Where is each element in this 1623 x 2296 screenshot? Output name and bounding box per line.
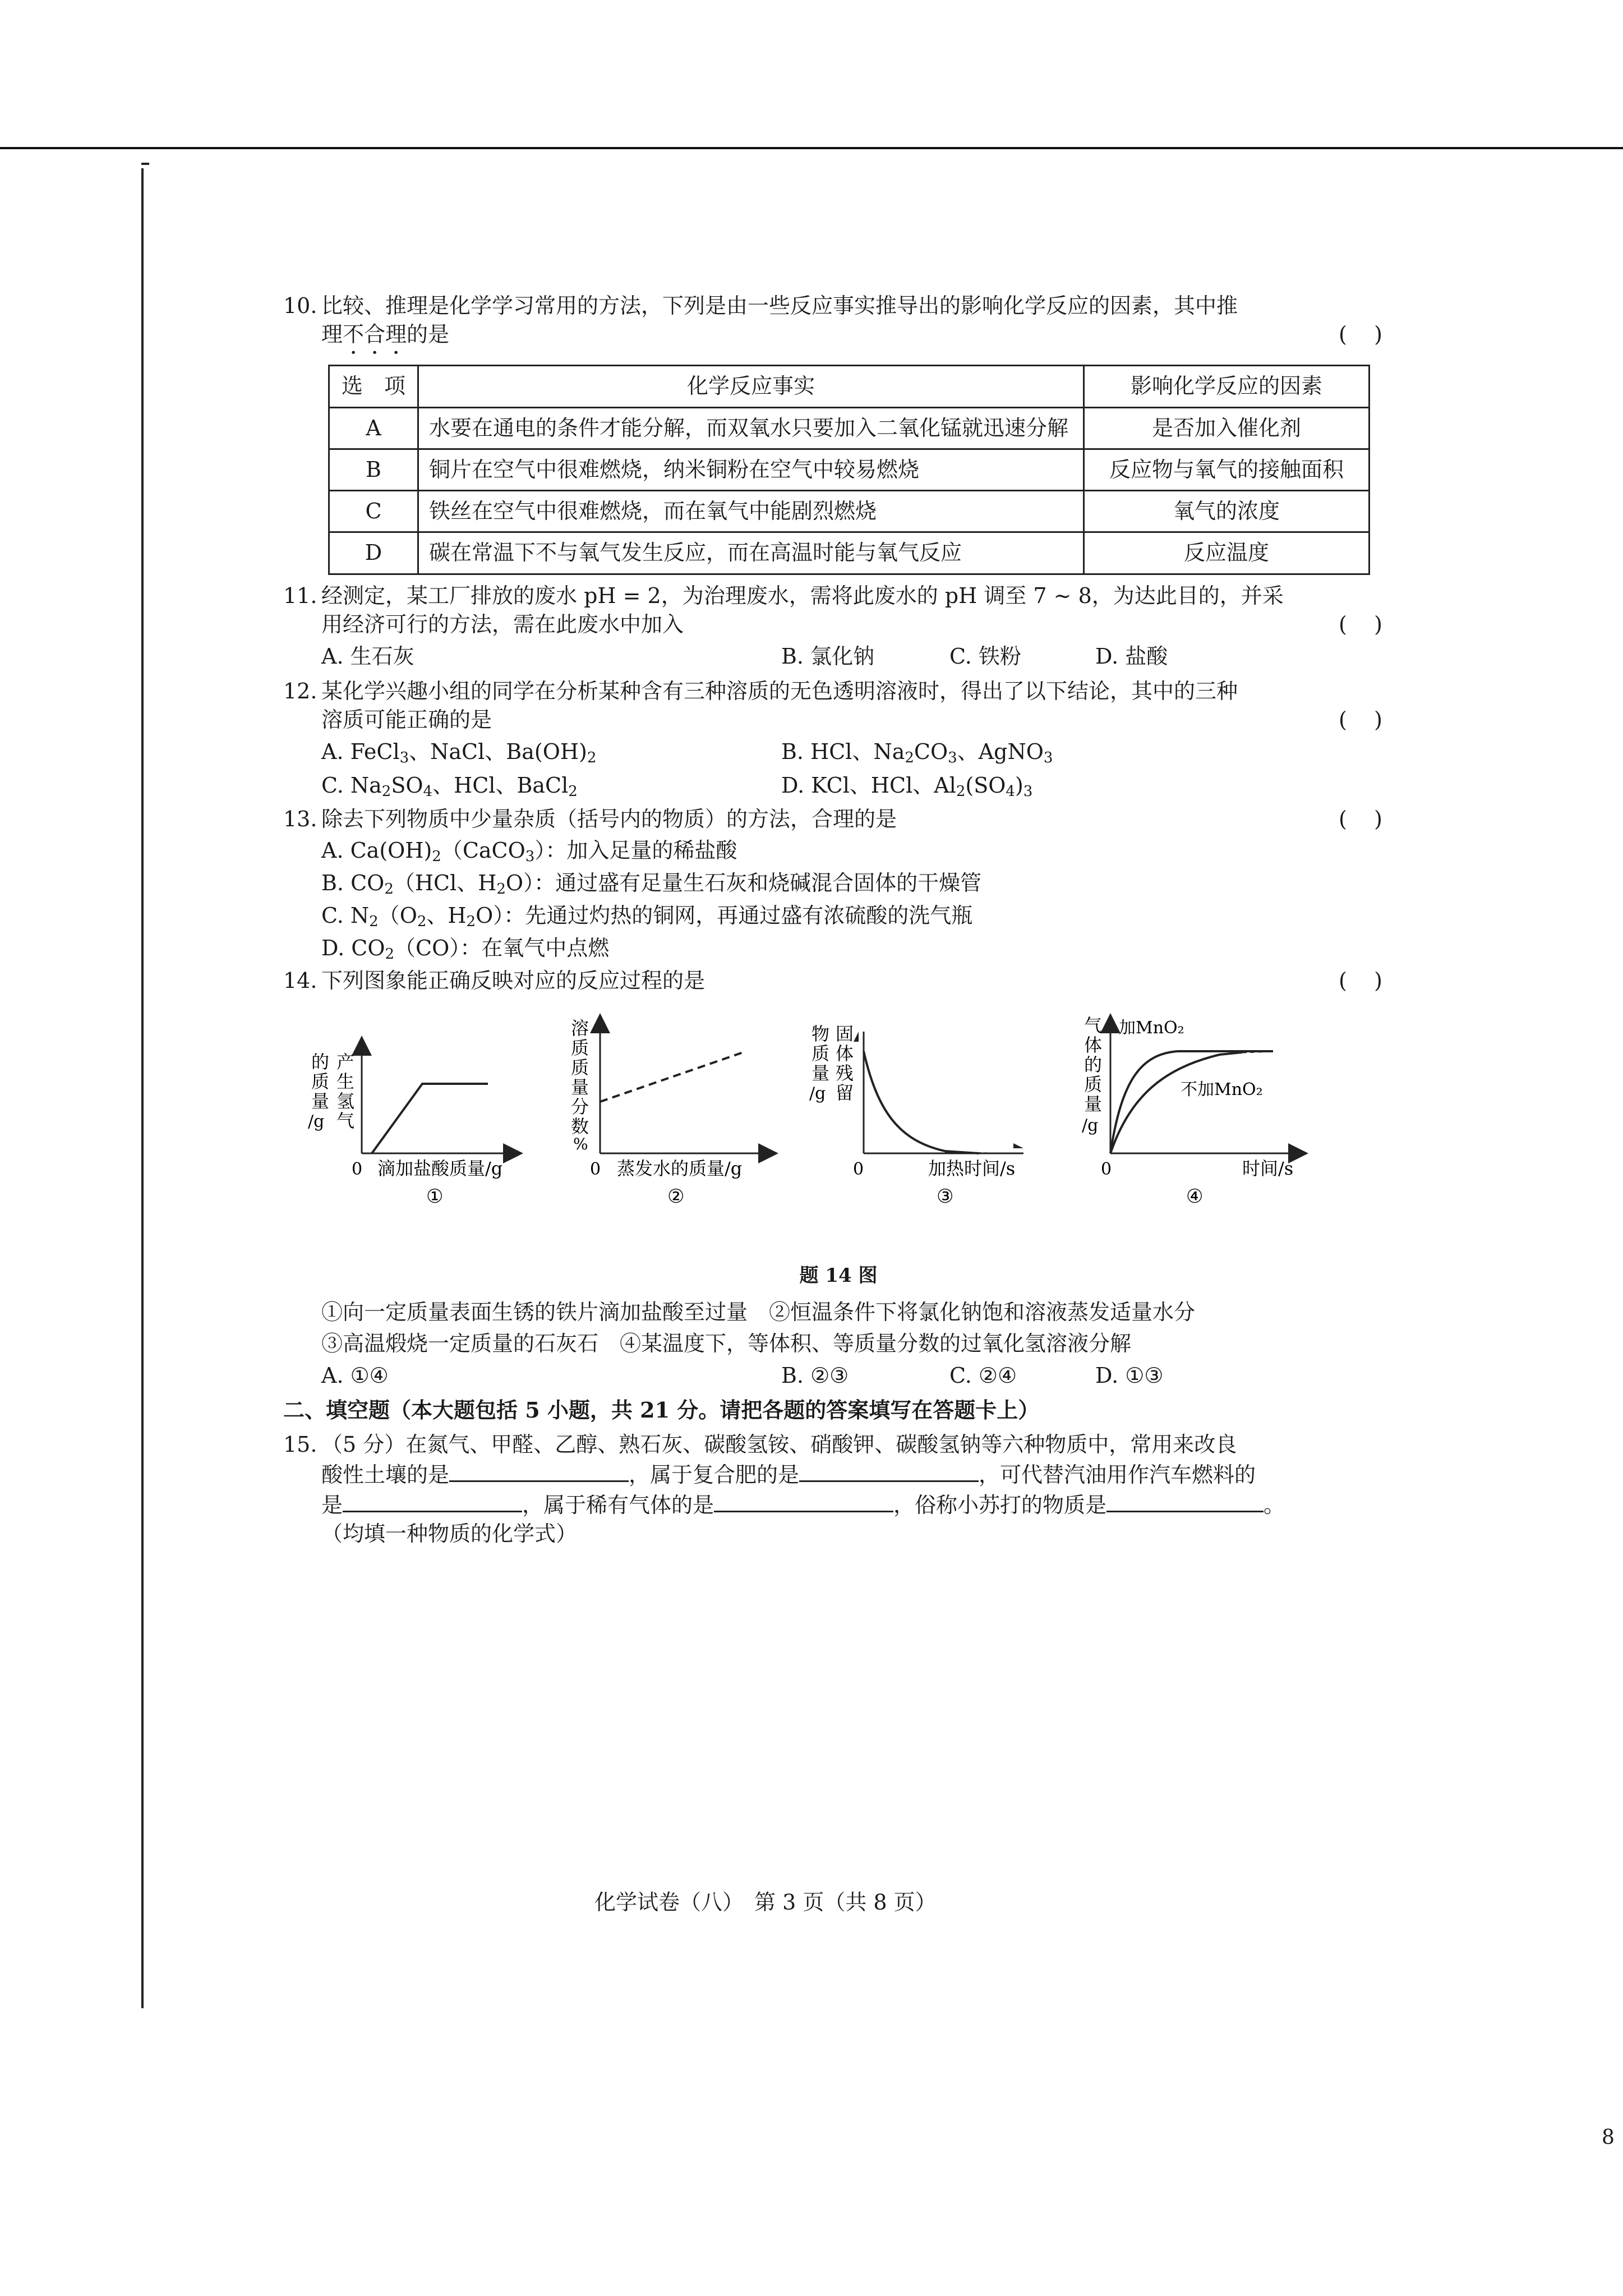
side-border-line — [141, 168, 144, 2008]
option-list — [283, 1361, 1394, 1390]
origin-label: 0 — [1101, 1159, 1112, 1180]
axis-label-char: 氢 — [336, 1091, 355, 1112]
option-a: A. 生石灰 — [321, 644, 414, 669]
table-cell: D — [329, 532, 418, 574]
curve-with-catalyst — [1110, 1051, 1273, 1153]
curve — [864, 1051, 979, 1153]
question-14 — [283, 967, 1394, 1390]
graph-4 — [1074, 1006, 1332, 1259]
option-a: A. ①④ — [321, 1363, 389, 1388]
answer-blank[interactable] — [1106, 1489, 1264, 1512]
page-footer: 化学试卷（八） 第 3 页（共 8 页） — [594, 1890, 937, 1915]
side-border-tick — [141, 163, 149, 165]
question-text-continued: 用经济可行的方法，需在此废水中加入 ( ) — [283, 610, 1394, 639]
answer-blank[interactable] — [799, 1459, 979, 1482]
table-cell: 是否加入催化剂 — [1084, 407, 1370, 449]
emphasized-text: 不合理 — [343, 322, 407, 347]
option-a: A. FeCl$_3$、NaCl、$Ba(OH)_2$ — [321, 739, 597, 767]
axis-label-char: 物 — [811, 1023, 830, 1045]
axis-label-char: 的 — [311, 1051, 330, 1073]
axis-label-char: 量 — [811, 1062, 830, 1084]
question-13 — [283, 805, 1394, 964]
question-text-continued: 是 ，属于稀有气体的是 ，俗称小苏打的物质是 。 — [283, 1489, 1394, 1520]
axis-label-char: 生 — [336, 1071, 355, 1093]
axis-label-char: 量 — [311, 1091, 330, 1112]
option-b: B. ②③ — [781, 1363, 849, 1388]
table-cell: A — [329, 407, 418, 449]
section-title: 二、填空题（本大题包括 5 小题，共 21 分。请把各题的答案填写在答题卡上） — [283, 1397, 1040, 1423]
axis-label-char: 体 — [1084, 1034, 1103, 1056]
option-d: D. $CO_2(CO)$：在氧气中点燃 — [321, 936, 610, 963]
table-cell: 反应物与氧气的接触面积 — [1084, 449, 1370, 490]
option-row — [283, 738, 1394, 768]
question-text: 除去下列物质中少量杂质（括号内的物质）的方法，合理的是 — [321, 807, 897, 832]
graph-caption: ① — [426, 1185, 444, 1208]
axis-label-char: /g — [308, 1112, 325, 1132]
table-header: 化学反应事实 — [418, 366, 1084, 407]
axis-label-char: % — [573, 1135, 588, 1154]
axis-label-char: 产 — [336, 1051, 355, 1073]
answer-bracket: ( ) — [1339, 612, 1382, 637]
origin-label: 0 — [352, 1159, 363, 1180]
question-number: 11. — [283, 583, 317, 608]
axis-label-char: 质 — [811, 1043, 830, 1065]
option-d: D. ①③ — [1095, 1363, 1164, 1388]
curve-without-catalyst — [1110, 1052, 1242, 1153]
table-header: 选 项 — [329, 366, 418, 407]
answer-blank[interactable] — [714, 1489, 893, 1512]
table-cell: 氧气的浓度 — [1084, 491, 1370, 532]
option-c: C. ②④ — [949, 1363, 1017, 1388]
figure-caption: 题 14 图 — [799, 1264, 878, 1287]
axis-label-char: 质 — [1084, 1074, 1103, 1096]
question-text-continued: 理不合理的是 ( ) — [283, 320, 1394, 359]
question-number: 10. — [283, 293, 317, 318]
axis-label-char: 固 — [836, 1023, 854, 1045]
table-cell: C — [329, 491, 418, 532]
axis-label-char: 气 — [1084, 1015, 1103, 1037]
x-axis-label: 蒸发水的质量/g — [617, 1158, 743, 1180]
axis-label-char: 残 — [836, 1062, 854, 1084]
graph-1 — [306, 1006, 541, 1259]
option-b: B. $CO_2(HCl$、$H_2O$）：通过盛有足量生石灰和烧碱混合固体的干燥管 — [321, 870, 982, 898]
option-c: C. $Na_2SO_4$、HCl、BaCl$_2$ — [321, 773, 578, 800]
option-d: D. KCl、HCl、$Al_2(SO_4)_3$ — [781, 773, 1033, 800]
answer-blank[interactable] — [449, 1459, 629, 1482]
graph-caption: ④ — [1186, 1185, 1204, 1208]
q14-graphs — [306, 1006, 1394, 1259]
table-header: 影响化学反应的因素 — [1084, 366, 1370, 407]
question-text: 比较、推理是化学学习常用的方法，下列是由一些反应事实推导出的影响化学反应的因素，其中推 — [321, 293, 1238, 318]
page-number: 8 — [1602, 2126, 1615, 2149]
curve-label: 不加MnO₂ — [1181, 1080, 1263, 1100]
graph-caption: ③ — [937, 1185, 954, 1208]
axis-label-char: 的 — [1084, 1054, 1103, 1076]
axis-label-char: 留 — [836, 1082, 854, 1104]
axis-label-char: /g — [809, 1084, 826, 1104]
option-b: B. HCl、$Na_2CO_3$、AgNO$_3$ — [781, 739, 1053, 767]
question-number: 15. — [283, 1432, 317, 1457]
origin-label: 0 — [590, 1159, 601, 1180]
graph-description: ③高温煅烧一定质量的石灰石 ④某温度下，等体积、等质量分数的过氧化氢溶液分解 — [321, 1331, 1132, 1356]
answer-bracket: ( ) — [1339, 322, 1382, 347]
question-note: （均填一种物质的化学式） — [321, 1521, 578, 1547]
question-text: 某化学兴趣小组的同学在分析某种含有三种溶质的无色透明溶液时，得出了以下结论，其中的三种 — [321, 678, 1238, 703]
option-c: C. $N_2(O_2$、$H_2O$）：先通过灼热的铜网，再通过盛有浓硫酸的洗气瓶 — [321, 903, 973, 930]
axis-label-char: 数 — [571, 1116, 589, 1138]
x-axis-label: 时间/s — [1242, 1158, 1294, 1180]
axis-label-char: 分 — [571, 1096, 589, 1118]
option-a: A. $Ca(OH)_2(CaCO_3)$：加入足量的稀盐酸 — [321, 838, 737, 865]
question-text: 经测定，某工厂排放的废水 pH = 2，为治理废水，需将此废水的 pH 调至 7 ~ 8，为达此目的，并采 — [321, 583, 1284, 608]
question-number: 14. — [283, 968, 317, 993]
graph-2 — [555, 1006, 791, 1259]
question-15 — [283, 1430, 1394, 1549]
x-axis-label: 滴加盐酸质量/g — [377, 1158, 503, 1180]
option-d: D. 盐酸 — [1095, 644, 1168, 669]
question-12 — [283, 677, 1394, 802]
table-row — [329, 532, 1370, 574]
axis-label-char: 质 — [571, 1037, 589, 1059]
question-text: 下列图象能正确反映对应的反应过程的是 — [321, 968, 706, 993]
axis-label-char: 量 — [1084, 1093, 1103, 1115]
table-cell: 铜片在空气中很难燃烧，纳米铜粉在空气中较易燃烧 — [418, 449, 1084, 490]
table-cell: B — [329, 449, 418, 490]
axis-label-char: 溶 — [571, 1018, 589, 1039]
option-row — [283, 771, 1394, 802]
table-row — [329, 491, 1370, 532]
table-cell: 水要在通电的条件才能分解，而双氧水只要加入二氧化锰就迅速分解 — [418, 407, 1084, 449]
table-row — [329, 449, 1370, 490]
graph-3 — [805, 1006, 1040, 1259]
curve-label: 加MnO₂ — [1119, 1018, 1184, 1038]
graph-caption: ② — [667, 1185, 685, 1208]
axis-label-char: /g — [1082, 1116, 1099, 1136]
table-cell: 碳在常温下不与氧气发生反应，而在高温时能与氧气反应 — [418, 532, 1084, 574]
question-text-continued: 溶质可能正确的是 ( ) — [283, 706, 1394, 734]
curve — [600, 1052, 743, 1102]
axis-label-char: 气 — [336, 1110, 355, 1132]
table-header-row — [329, 366, 1370, 407]
top-border-line — [0, 147, 1623, 149]
option-b: B. 氯化钠 — [781, 644, 875, 669]
table-row — [329, 407, 1370, 449]
question-number: 13. — [283, 807, 317, 832]
question-text: （5 分）在氮气、甲醛、乙醇、熟石灰、碳酸氢铵、硝酸钾、碳酸氢钠等六种物质中，常用来改良 — [321, 1432, 1237, 1457]
axis-label-char: 体 — [836, 1043, 854, 1065]
axis-label-char: 质 — [311, 1071, 330, 1093]
x-axis-label: 加热时间/s — [928, 1158, 1016, 1180]
answer-blank[interactable] — [343, 1489, 522, 1512]
option-list — [283, 642, 1394, 671]
q10-table — [328, 365, 1370, 574]
question-number: 12. — [283, 678, 317, 703]
answer-bracket: ( ) — [1339, 968, 1382, 993]
curve — [372, 1084, 488, 1153]
option-c: C. 铁粉 — [949, 644, 1021, 669]
answer-bracket: ( ) — [1339, 707, 1382, 732]
axis-label-char: 质 — [571, 1057, 589, 1079]
question-11 — [283, 582, 1394, 671]
answer-bracket: ( ) — [1339, 807, 1382, 832]
table-cell: 反应温度 — [1084, 532, 1370, 574]
axis-label-char: 量 — [571, 1076, 589, 1098]
question-text-continued: 酸性土壤的是 ，属于复合肥的是 ，可代替汽油用作汽车燃料的 — [283, 1459, 1394, 1489]
table-cell: 铁丝在空气中很难燃烧，而在氧气中能剧烈燃烧 — [418, 491, 1084, 532]
exam-page-content — [283, 292, 1394, 1549]
graph-description: ①向一定质量表面生锈的铁片滴加盐酸至过量 ②恒温条件下将氯化钠饱和溶液蒸发适量水分 — [321, 1300, 1196, 1325]
origin-label: 0 — [853, 1159, 864, 1180]
question-10 — [283, 292, 1394, 575]
